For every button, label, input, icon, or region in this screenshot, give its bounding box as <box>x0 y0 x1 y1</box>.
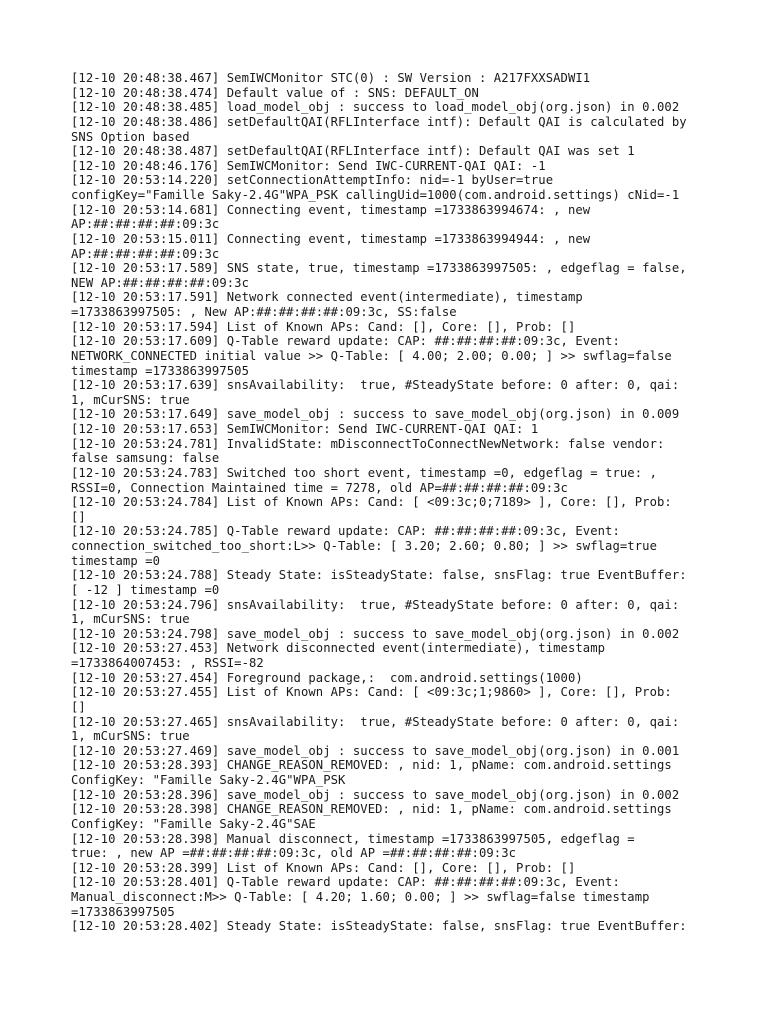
log-line: AP:##:##:##:##:09:3c <box>71 246 220 261</box>
log-line: NETWORK_CONNECTED initial value >> Q-Table: [ 4.00; 2.00; 0.00; ] >> swflag=false <box>71 348 672 363</box>
log-line: [12-10 20:53:24.788] Steady State: isSteadyState: false, snsFlag: true EventBuffer: <box>71 568 687 583</box>
log-line: [12-10 20:53:28.398] CHANGE_REASON_REMOVED: , nid: 1, pName: com.android.settings <box>71 802 672 817</box>
log-text-block <box>71 71 711 934</box>
log-line: [12-10 20:53:24.798] save_model_obj : success to save_model_obj(org.json) in 0.002 <box>71 626 680 641</box>
log-line: [12-10 20:53:17.649] save_model_obj : success to save_model_obj(org.json) in 0.009 <box>71 407 680 422</box>
log-line: [12-10 20:53:28.401] Q-Table reward update: CAP: ##:##:##:##:09:3c, Event: <box>71 875 620 890</box>
log-line: [] <box>71 699 86 714</box>
log-line: [12-10 20:53:27.455] List of Known APs: Cand: [ <09:3c;1;9860> ], Core: [], Prob: <box>71 685 672 700</box>
log-line: Manual_disconnect:M>> Q-Table: [ 4.20; 1.60; 0.00; ] >> swflag=false timestamp <box>71 890 650 904</box>
log-line: [] <box>71 509 86 524</box>
log-line: timestamp =0 <box>71 553 161 568</box>
log-line: timestamp =1733863997505 <box>71 363 250 378</box>
log-line: [12-10 20:53:24.783] Switched too short event, timestamp =0, edgeflag = true: , <box>71 465 657 480</box>
log-line: 1, mCurSNS: true <box>71 729 190 744</box>
log-line: [12-10 20:53:24.781] InvalidState: mDisconnectToConnectNewNetwork: false vendor: <box>71 436 665 451</box>
log-line: NEW AP:##:##:##:##:09:3c <box>71 275 250 290</box>
log-line: =1733863997505: , New AP:##:##:##:##:09:3c, SS:false <box>71 305 457 319</box>
log-line: [12-10 20:53:28.399] List of Known APs: Cand: [], Core: [], Prob: [] <box>71 860 576 875</box>
log-line: [ -12 ] timestamp =0 <box>71 582 220 597</box>
log-line: [12-10 20:53:24.785] Q-Table reward update: CAP: ##:##:##:##:09:3c, Event: <box>71 524 620 539</box>
log-line: [12-10 20:53:28.393] CHANGE_REASON_REMOVED: , nid: 1, pName: com.android.settings <box>71 758 672 773</box>
log-page <box>71 71 711 934</box>
log-line: true: , new AP =##:##:##:##:09:3c, old AP =##:##:##:##:09:3c <box>71 846 517 861</box>
log-line: =1733864007453: , RSSI=-82 <box>71 656 264 670</box>
log-line: [12-10 20:48:38.467] SemIWCMonitor STC(0) : SW Version : A217FXXSADWI1 <box>71 71 591 85</box>
log-line: 1, mCurSNS: true <box>71 392 190 407</box>
log-line: =1733863997505 <box>71 904 175 919</box>
log-line: ConfigKey: "Famille Saky-2.4G"WPA_PSK <box>71 773 346 787</box>
log-line: 1, mCurSNS: true <box>71 612 190 627</box>
log-line: [12-10 20:53:28.402] Steady State: isSteadyState: false, snsFlag: true EventBuffer: <box>71 919 687 934</box>
log-line: [12-10 20:53:27.453] Network disconnected event(intermediate), timestamp <box>71 641 606 656</box>
log-line: SNS Option based <box>71 129 190 144</box>
log-line: RSSI=0, Connection Maintained time = 7278, old AP=##:##:##:##:09:3c <box>71 480 568 495</box>
log-line: [12-10 20:48:46.176] SemIWCMonitor: Send IWC-CURRENT-QAI QAI: -1 <box>71 158 546 173</box>
log-line: ConfigKey: "Famille Saky-2.4G"SAE <box>71 816 316 831</box>
log-line: [12-10 20:53:17.589] SNS state, true, timestamp =1733863997505: , edgeflag = false, <box>71 261 687 276</box>
log-line: [12-10 20:48:38.485] load_model_obj : success to load_model_obj(org.json) in 0.002 <box>71 100 680 115</box>
log-line: [12-10 20:53:27.469] save_model_obj : success to save_model_obj(org.json) in 0.001 <box>71 743 680 758</box>
log-line: [12-10 20:53:17.653] SemIWCMonitor: Send IWC-CURRENT-QAI QAI: 1 <box>71 422 539 436</box>
log-line: [12-10 20:53:17.591] Network connected event(intermediate), timestamp <box>71 290 583 305</box>
log-line: connection_switched_too_short:L>> Q-Table: [ 3.20; 2.60; 0.80; ] >> swflag=true <box>71 539 657 553</box>
log-line: [12-10 20:53:27.454] Foreground package,: com.android.settings(1000) <box>71 670 583 685</box>
log-line: [12-10 20:48:38.474] Default value of : SNS: DEFAULT_ON <box>71 85 479 100</box>
log-line: [12-10 20:53:24.796] snsAvailability: true, #SteadyState before: 0 after: 0, qai: <box>71 597 680 612</box>
log-line: AP:##:##:##:##:09:3c <box>71 217 220 232</box>
log-line: [12-10 20:53:17.594] List of Known APs: Cand: [], Core: [], Prob: [] <box>71 319 576 334</box>
log-line: [12-10 20:53:14.220] setConnectionAttemptInfo: nid=-1 byUser=true <box>71 173 554 188</box>
log-line: [12-10 20:53:17.639] snsAvailability: true, #SteadyState before: 0 after: 0, qai: <box>71 378 680 393</box>
log-line: false samsung: false <box>71 451 220 466</box>
log-line: configKey="Famille Saky-2.4G"WPA_PSK callingUid=1000(com.android.settings) cNid=-1 <box>71 188 680 202</box>
log-line: [12-10 20:53:14.681] Connecting event, timestamp =1733863994674: , new <box>71 202 591 217</box>
log-line: [12-10 20:48:38.487] setDefaultQAI(RFLInterface intf): Default QAI was set 1 <box>71 144 635 159</box>
log-line: [12-10 20:53:17.609] Q-Table reward update: CAP: ##:##:##:##:09:3c, Event: <box>71 334 620 349</box>
log-line: [12-10 20:53:28.396] save_model_obj : success to save_model_obj(org.json) in 0.002 <box>71 787 680 802</box>
log-line: [12-10 20:53:27.465] snsAvailability: true, #SteadyState before: 0 after: 0, qai: <box>71 714 680 729</box>
log-line: [12-10 20:48:38.486] setDefaultQAI(RFLInterface intf): Default QAI is calculated by <box>71 114 687 129</box>
log-line: [12-10 20:53:15.011] Connecting event, timestamp =1733863994944: , new <box>71 231 591 246</box>
log-line: [12-10 20:53:24.784] List of Known APs: Cand: [ <09:3c;0;7189> ], Core: [], Prob: <box>71 495 672 510</box>
log-line: [12-10 20:53:28.398] Manual disconnect, timestamp =1733863997505, edgeflag = <box>71 831 635 846</box>
